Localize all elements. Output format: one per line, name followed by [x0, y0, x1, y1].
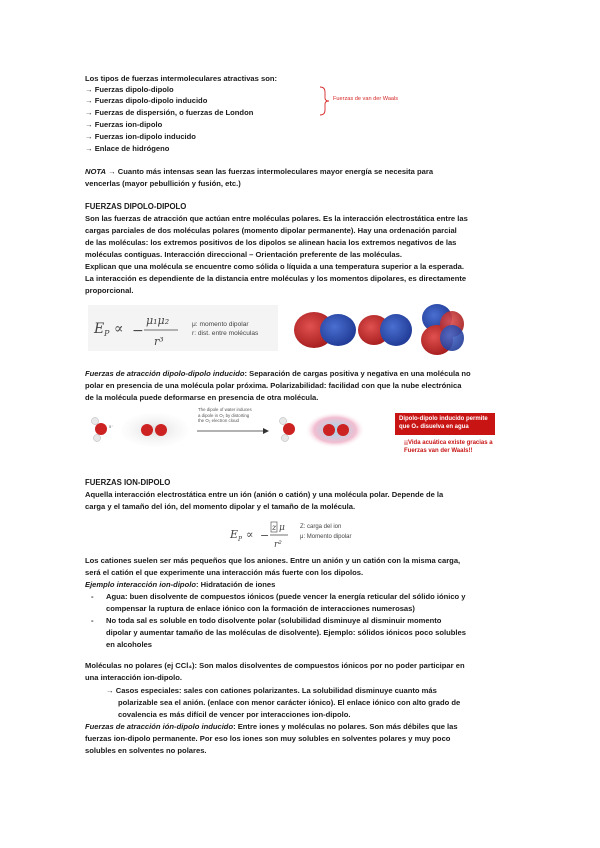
casos-line: → Casos especiales: sales con cationes polarizantes. La solubilidad disminuye cuanto más	[106, 686, 437, 695]
bullet-line: No toda sal es soluble en todo disolvente polar (solubilidad disminuye al disminuir momento	[106, 616, 442, 625]
casos-line: polarizable sea el anión. (enlace con menor carácter iónico). El enlace iónico con alto grado de	[118, 698, 461, 707]
ejemplo-label: Ejemplo interacción ion-dipolo	[85, 580, 196, 589]
dipolo-line: La interacción es dependiente de la distancia entre moléculas y los momentos dipolares, es directamente	[85, 274, 467, 283]
svg-text:P: P	[238, 536, 243, 543]
curly-brace-icon	[318, 86, 332, 116]
svg-text:z: z	[272, 523, 277, 532]
intro-item: → Fuerzas ion-dipolo	[85, 120, 163, 129]
nonpolar-line: una interacción ion-dipolo.	[85, 673, 183, 682]
dipolo-line: cargas parciales de dos moléculas polares (momento dipolar permanente). Hay una ordenación parcial	[85, 226, 457, 235]
svg-text:E: E	[230, 528, 239, 541]
svg-text:∝: ∝	[114, 321, 124, 337]
van-der-waals-label: Fuerzas de van der Waals	[333, 96, 399, 102]
dipolo-line: proporcional.	[85, 286, 134, 295]
svg-text:μ: μ	[279, 523, 285, 533]
formula-dipolo-image	[88, 305, 278, 351]
dipolo-line: moléculas contiguas. Interacción direccional – Orientación preferente de las moléculas.	[85, 250, 402, 259]
inducido-line-2: polar en presencia de una molécula polar próxima. Polarizabilidad: facilidad con que la nube electrónica	[85, 381, 462, 390]
ion-inducido-text: : Entre iones y moléculas no polares. Son más débiles que las	[233, 722, 458, 731]
inducido-line-1	[85, 369, 471, 379]
legend-r: r: dist. entre moléculas	[192, 330, 259, 337]
svg-text:μ₁μ₂: μ₁μ₂	[146, 314, 170, 327]
bullet-line: compensar la ruptura de enlace iónico con la formación de interacciones numerosas)	[106, 604, 415, 613]
nonpolar-line: Moléculas no polares (ej CCl₄): Son malos disolventes de compuestos iónicos por no poder participar en	[85, 661, 465, 670]
ion-line: carga y el tamaño del ión, del momento dipolar y el tamaño de la molécula.	[85, 502, 356, 511]
legend-mu: μ: momento dipolar	[192, 321, 249, 328]
ion-inducido-line: solubles en solventes no polares.	[85, 746, 207, 755]
ion-para-line: será el catión el que experimente una interacción más fuerte con los dipolos.	[85, 568, 364, 577]
svg-text:P: P	[104, 329, 110, 338]
legend-z: Z: carga del ion	[300, 524, 342, 530]
intro-item: → Fuerzas dipolo-dipolo	[85, 85, 174, 94]
ion-line: Aquella interacción electrostática entre un ión (anión o catión) y una molécula polar. Depende de la	[85, 490, 444, 499]
nota-line-1	[85, 167, 433, 177]
ion-formula-legend	[300, 522, 351, 542]
ion-inducido-line-1	[85, 722, 458, 732]
inducido-line-3: de la molécula puede deformarse en presencia de otra molécula.	[85, 393, 319, 402]
intro-item: → Fuerzas de dispersión, o fuerzas de London	[85, 108, 254, 117]
diagram-caption-line: The dipole of water induces	[198, 407, 252, 412]
ion-inducido-line: fuerzas ion-dipolo permanente. Por eso los iones son muy solubles en solventes polares y muy poco	[85, 734, 451, 743]
callout-line: que O₂ disuelva en agua	[399, 424, 469, 430]
heading-ion-dipolo: FUERZAS ION-DIPOLO	[85, 478, 171, 487]
diagram-caption	[198, 407, 252, 424]
ejemplo-text: : Hidratación de iones	[195, 580, 276, 589]
diagram-caption-line: a dipole in O₂ by distorting	[198, 412, 250, 418]
dipole-molecules-image	[292, 298, 470, 358]
intro-title: Los tipos de fuerzas intermoleculares atractivas son:	[85, 74, 278, 83]
formula-dipolo-icon	[88, 305, 198, 351]
aquatic-life-note	[404, 439, 504, 455]
dipolo-line: de las moléculas: los extremos positivos de los dipolos se alinean hacia los extremos negativos de las	[85, 238, 457, 247]
svg-text:r³: r³	[154, 335, 164, 348]
bullet-line: Agua: buen disolvente de compuestos iónicos (puede vencer la energía reticular del sólido iónico y	[106, 592, 466, 601]
svg-text:E: E	[94, 321, 105, 337]
dipolo-line: Son las fuerzas de atracción que actúan entre moléculas polares. Es la interacción electrostática entre las	[85, 214, 468, 223]
ejemplo-line	[85, 580, 275, 590]
formula-legend	[192, 320, 258, 338]
heading-dipolo: FUERZAS DIPOLO-DIPOLO	[85, 202, 187, 211]
ion-para-line: Los cationes suelen ser más pequeños que los aniones. Entre un anión y un catión con la misma carga,	[85, 556, 461, 565]
svg-text:r²: r²	[274, 540, 282, 550]
bullet-line: en alcoholes	[106, 640, 153, 649]
diagram-caption-line: the O₂ electron cloud	[198, 418, 239, 424]
svg-text:∝: ∝	[246, 528, 254, 541]
ion-inducido-label: Fuerzas de atracción ión-dipolo inducido	[85, 722, 234, 731]
svg-text:−: −	[260, 529, 270, 542]
induced-dipole-callout	[395, 413, 495, 435]
callout-line: Dipolo-dipolo inducido permite	[399, 416, 488, 422]
inducido-text-1: : Separación de cargas positiva y negativa en una molécula no	[244, 369, 471, 378]
nota-text-1: → Cuanto más intensas sean las fuerzas intermoleculares mayor energía se necesita para	[105, 167, 434, 176]
formula-ion-dipolo-icon	[228, 516, 298, 552]
legend-mu: μ: Momento dipolar	[300, 534, 352, 540]
svg-text:δ⁻: δ⁻	[109, 424, 114, 429]
nota-line-2: vencerlas (mayor pebullición y fusión, etc.)	[85, 179, 241, 188]
note-line: ¡¡Vida acuática existe gracias a	[404, 440, 493, 446]
casos-line: covalencia es más difícil de vencer por interacciones ion-dipolo.	[118, 710, 351, 719]
intro-item: → Fuerzas dipolo-dipolo inducido	[85, 96, 208, 105]
bullet-dash: -	[91, 592, 94, 601]
svg-text:−: −	[132, 323, 144, 339]
intro-item: → Fuerzas ion-dipolo inducido	[85, 132, 196, 141]
intro-item: → Enlace de hidrógeno	[85, 144, 170, 153]
inducido-label: Fuerzas de atracción dipolo-dipolo inducido	[85, 369, 245, 378]
bullet-line: dipolar y aumentar tamaño de las moléculas de disolvente). Ejemplo: sólidos iónicos poco solubles	[106, 628, 466, 637]
dipolo-line: Explican que una molécula se encuentre como sólida o líquida a una temperatura superior a la esperada.	[85, 262, 464, 271]
bullet-dash: -	[91, 616, 94, 625]
nota-label: NOTA	[85, 167, 106, 176]
note-line: Fuerzas van der Waals!!	[404, 448, 473, 454]
